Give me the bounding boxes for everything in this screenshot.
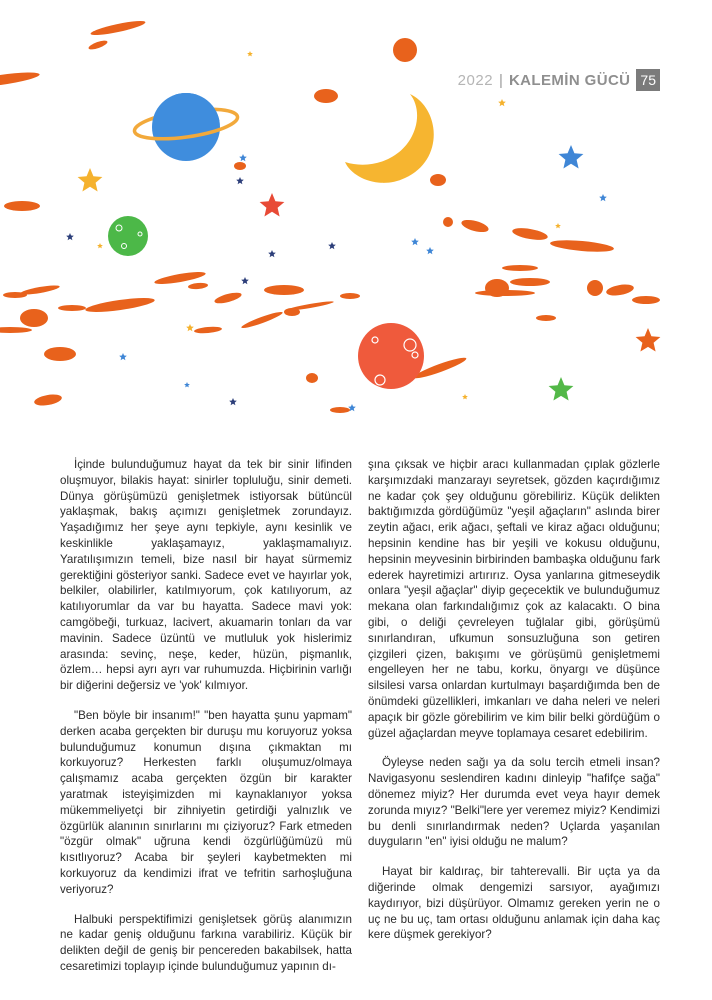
splatter-shape <box>194 326 222 334</box>
page-header <box>458 68 660 92</box>
splatter-shape <box>0 69 40 90</box>
star-icon <box>66 233 74 240</box>
star-icon <box>636 328 661 352</box>
space-illustration <box>0 0 712 430</box>
paragraph: "Ben böyle bir insanım!" "ben hayatta şunu yapmam" derken acaba gerçekten bir duruşu mu koruyoruz yoksa bulunduğumuz konumun dışına çıkmaktan mı korkuyoruz? Herkesten farklı oluşumuz/olmaya çalışmamız acaba gerçekten özgün bir karakter yaratmak isteyişimizden mi kaynaklanıyor yoksa mükemmeliyetçi bir zihniyetin getirdiği yalnızlık ve özgürlük alanının sınırlarını mı çiziyoruz? Fark etmeden "özgür olmak" uğruna kendi özgürlüğümüzü mü kısıtlıyoruz? Acaba bir şeyleri kaybetmekten mi korkuyoruz da kendimizi ifrat ve tefritin sarhoşluğuna veriyoruz? <box>60 708 352 896</box>
splatter-shape <box>88 39 109 51</box>
splatter-shape <box>306 373 318 383</box>
star-icon <box>236 177 244 184</box>
splatter-shape <box>443 217 453 227</box>
splatter-shape <box>330 407 350 413</box>
splatter-shape <box>213 291 242 306</box>
star-icon <box>78 168 103 192</box>
splatter-shape <box>85 295 156 315</box>
splatter-shape <box>430 174 446 186</box>
star-icon <box>498 99 506 106</box>
splatter-shape <box>0 327 32 333</box>
splatter-shape <box>393 38 417 62</box>
splatter-shape <box>3 292 27 298</box>
paragraph: Öyleyse neden sağı ya da solu tercih etmeli insan? Navigasyonu seslendiren kadını dinleyip "hafifçe sağa" dönemez miyiz? Her durumda evet veya hayır demek zorunda mıyız? "Belki"lere yer veremez miyiz? Kendimizi bu denli sınırlandırmak neden? Uçlarda yaşanılan duyguların "en" iyisi olduğu ne malum? <box>368 756 660 849</box>
text-column-left <box>60 457 352 989</box>
star-icon <box>555 223 561 228</box>
splatter-shape <box>234 162 246 170</box>
splatter-shape <box>511 226 548 242</box>
star-icon <box>462 394 468 399</box>
header-separator: | <box>499 71 503 89</box>
star-icon <box>328 242 336 249</box>
star-icon <box>411 238 419 245</box>
star-icon <box>426 247 434 254</box>
paragraph: şına çıksak ve hiçbir aracı kullanmadan çıplak gözlerle karşımızdaki manzarayı seyretsek, gözden kaçırdığımız ne kadar çok şey olduğunu görebiliriz. Küçük delikten baktığımızda gördüğümüz "yeşil ağaçların" aslında birer zeytin ağacı, erik ağacı, şeftali ve kiraz ağacı olduğunu; hepsinin kendine has bir yeşili ve kokusu olduğunu, hepsinin meyvesinin birbirinden bambaşka olduğunu fark ederek hayretimizi artırırız. Oysa yanlarına gitmeseydik onlara "yeşil ağaçlar" diyip geçecektik ve bulunduğumuz mekana olan farkındalığımız çok az kalacaktı. O bina gibi, o deliği çevreleyen tuğlalar gibi, görüşümü sınırlandıran, ufkumun sonsuzluğuna son getiren çizgileri çizen, bakışımı ve görüşümü genişletmemi engelleyen her ne tabu, korku, önyargı ve düşünce silsilesi varsa onlardan kurtulmayı başardığımda ben de önümdeki güzellikleri, imkanları ve daha neleri ve neleri apaçık bir gözle görebilirim ve kim bilir belki gördüğüm o güzel ağaçlardan meyve toplamaya cesaret edebilirim. <box>368 458 660 740</box>
splatter-shape <box>188 282 208 290</box>
star-icon <box>229 398 237 405</box>
splatter-shape <box>314 89 338 103</box>
splatter-shape <box>460 218 490 235</box>
star-icon <box>599 194 607 201</box>
star-icon <box>239 154 247 161</box>
star-icon <box>268 250 276 257</box>
star-icon <box>184 382 190 387</box>
green-planet-icon <box>108 216 148 256</box>
splatter-shape <box>58 305 86 311</box>
splatter-shape <box>510 278 550 286</box>
splatter-shape <box>90 18 146 37</box>
star-icon <box>549 377 574 401</box>
magazine-title: KALEMİN GÜCÜ <box>508 71 631 89</box>
splatter-shape <box>44 347 76 361</box>
splatter-shape <box>605 283 634 298</box>
splatter-shape <box>286 300 334 312</box>
issue-year: 2022 <box>457 71 494 89</box>
star-icon <box>559 145 584 169</box>
splatter-shape <box>240 310 283 331</box>
paragraph: Halbuki perspektifimizi genişletsek görüş alanımızın ne kadar geniş olduğunu farkına varabiliriz. Küçük bir delikten değil de geniş bir pencereden bakabilsek, hatta cesaretimizi toplayıp içinde bulunduğumuz yapının dı- <box>60 912 352 973</box>
star-icon <box>186 324 194 331</box>
paragraph: İçinde bulunduğumuz hayat da tek bir sinir lifinden oluşmuyor, bilakis hayat: sinirler topluluğu, sinir demeti. Dünya görüşümüzü genişletmek istiyorsak bütüncül yaklaşmak, bakış açımızı genişletmek zorundayız. Yaşadığımız her şeye aynı tepkiyle, aynı kesinlik ve keskinlikle yaklaşamayız, yaklaşmamalıyız. Yaratılışımızın temeli, bize nasıl bir hayat sürmemiz gerektiğini gösteriyor sanki. Sadece evet ve hayırlar yok, belkiler, olabilirler, katılmıyorum, çok katılıyorum, az katılıyorumlar da var bu hayatta. Sadece mavi yok: camgöbeği, turkuaz, lacivert, akuamarin tonları da var mavinin. Sadece üzüntü ve mutluluk yok hislerimiz arasında: sevinç, neşe, keder, hüzün, pişmanlık, özlem… hepsi ayrı ayrı var ruhumuzda. Hiçbirinin varlığı bir diğerini değersiz ve 'yok' kılmıyor. <box>60 458 352 693</box>
splatter-shape <box>536 315 556 321</box>
paragraph: Hayat bir kaldıraç, bir tahterevalli. Bir uçta ya da diğerinde olmak dengemizi sarsıyor, ayağımızı kaydırıyor, bizi düşürüyor. Olmamız gereken yerin ne o uç ne bu uç, tam ortası olduğunu anlamak için daha kaç kere düşmek gerekiyor? <box>368 865 660 942</box>
splatter-shape <box>4 201 40 211</box>
crescent-moon-icon <box>345 94 434 183</box>
text-column-right <box>368 457 660 957</box>
splatter-shape <box>33 393 62 408</box>
star-icon <box>119 353 127 360</box>
splatter-shape <box>587 280 603 296</box>
splatter-shape <box>264 285 304 295</box>
splatter-shape <box>632 296 660 304</box>
splatter-shape <box>340 293 360 299</box>
star-icon <box>97 243 103 248</box>
splatter-shape <box>502 265 538 271</box>
red-planet-icon <box>358 323 424 389</box>
star-icon <box>260 193 285 217</box>
page-number: 75 <box>636 69 660 91</box>
splatter-shape <box>20 309 48 327</box>
star-icon <box>241 277 249 284</box>
star-icon <box>247 51 253 56</box>
splatter-shape <box>485 279 509 297</box>
splatter-shape <box>550 238 615 254</box>
ringed-planet-icon <box>133 93 240 161</box>
